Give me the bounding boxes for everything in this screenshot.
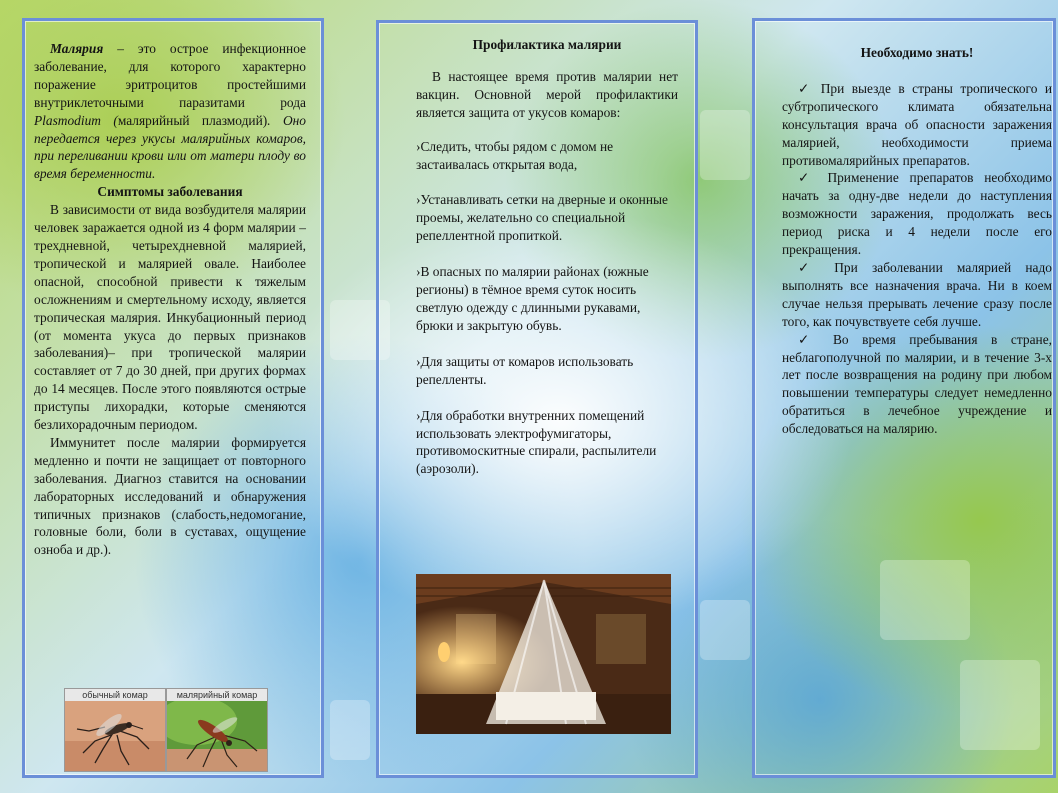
prevention-item: › Следить, чтобы рядом с домом не застаивалась открытая вода, bbox=[416, 138, 678, 174]
malaria-mosquito-photo bbox=[167, 701, 267, 771]
prevention-item: › Для защиты от комаров использовать репелленты. bbox=[416, 353, 678, 389]
prevention-heading: Профилактика малярии bbox=[472, 37, 622, 52]
immunity-paragraph: Иммунитет после малярии формируется медленно и почти не защищает от повторного заболевания. Диагноз ставится на основании лабораторных исследований и обнаружения типичных признаков (слабость,недомогание, головные боли, боли в суставах, ощущение озноба и др.). bbox=[34, 434, 306, 558]
left-column-text bbox=[34, 40, 306, 559]
must-know-heading: Необходимо знать! bbox=[860, 45, 974, 60]
malaria-mosquito-label: малярийный комар bbox=[167, 689, 267, 701]
intro-end: . Оно передается через укусы малярийных комаров, при переливании крови или от матери плоду во время беременности. bbox=[34, 112, 306, 182]
ordinary-mosquito-label: обычный комар bbox=[65, 689, 165, 701]
prevention-item: › В опасных по малярии районах (южные регионы) в тёмное время суток носить светлую одежду с длинными рукавами, брюки и закрытую обувь. bbox=[416, 263, 678, 335]
malaria-mosquito-image bbox=[166, 688, 268, 772]
right-column-text bbox=[782, 44, 1052, 438]
genus-name: Plasmodium ( bbox=[34, 112, 118, 128]
advice-item: ✓ При выезде в страны тропического и субтропического климата обязательна консультация врача об опасности заражения малярией, необходимости приема противомалярийных препаратов. bbox=[782, 80, 1052, 168]
background-decoration bbox=[330, 700, 370, 760]
prevention-item: › Устанавливать сетки на дверные и оконные проемы, желательно со специальной репеллентной пропиткой. bbox=[416, 191, 678, 245]
symptoms-paragraph: В зависимости от вида возбудителя малярии человек заражается одной из 4 форм малярии – трехдневной, четырехдневной малярией, тропической и малярией овале. Наиболее опасной, способной привести к тяжелым осложнениям и смертельному исходу, является тропическая малярия. Инкубационный период (от момента укуса до первых признаков заболевания)– при тропической малярии составляет от 7 до 30 дней, при других формах до 14 месяцев. После этого появляются острые приступы лихорадки, которые сменяются безлихорадочным периодом. bbox=[34, 202, 306, 433]
background-decoration bbox=[700, 110, 750, 180]
intro-text: – это острое инфекционное заболевание, для которого характерно поражение эритроцитов простейшими внутриклеточными паразитами рода bbox=[34, 41, 306, 110]
symptoms-heading: Симптомы заболевания bbox=[97, 184, 243, 200]
mosquito-net-bed-photo bbox=[416, 574, 671, 734]
middle-column-text bbox=[416, 36, 678, 478]
ordinary-mosquito-photo bbox=[65, 701, 165, 771]
ordinary-mosquito-image bbox=[64, 688, 166, 772]
advice-item: ✓ Применение препаратов необходимо начать за одну-две недели до наступления возможности заражения, продолжать весь период риска и 4 недели после его прекращения. bbox=[782, 170, 1052, 258]
background-decoration bbox=[700, 600, 750, 660]
advice-item: ✓ Во время пребывания в стране, неблагополучной по малярии, и в течение 3-х лет после возвращения на родину при любом повышении температуры следует немедленно обратиться в лечебное учреждение и обследоваться на малярию. bbox=[782, 331, 1052, 437]
prevention-item: › Для обработки внутренних помещений использовать электрофумигаторы, противомоскитные спирали, распылители (аэрозоли). bbox=[416, 407, 678, 479]
genus-russian: малярийный плазмодий) bbox=[117, 112, 268, 128]
advice-item: ✓ При заболевании малярией надо выполнять все назначения врача. Ни в коем случае нельзя прерывать лечение сразу после того, как почувствуете себя лучше. bbox=[782, 259, 1052, 329]
prevention-intro: В настоящее время против малярии нет вакцин. Основной мерой профилактики является защита от укусов комаров: bbox=[416, 68, 678, 120]
intro-paragraph bbox=[34, 40, 306, 183]
malaria-term: Малярия bbox=[50, 41, 104, 56]
